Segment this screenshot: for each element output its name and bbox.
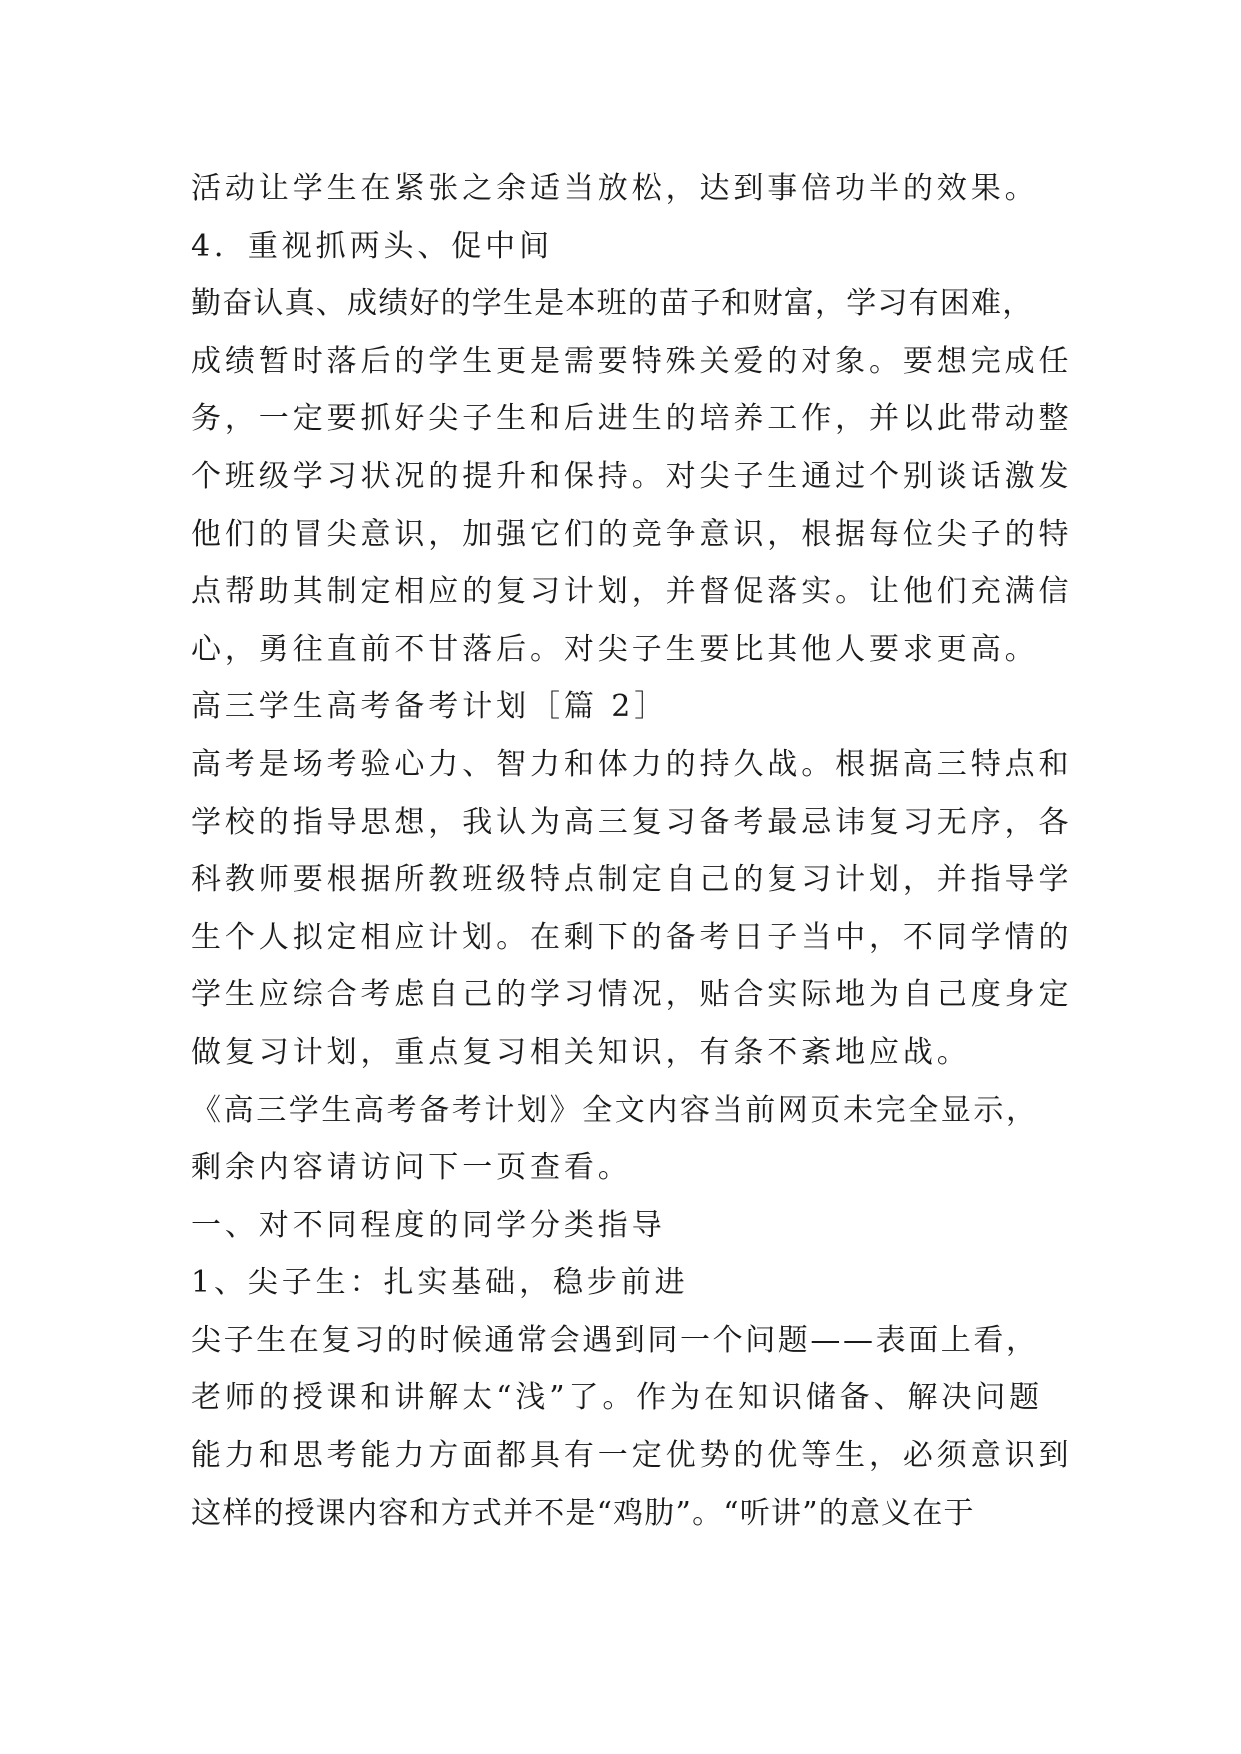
paragraph-line: 个班级学习状况的提升和保持。对尖子生通过个别谈话激发 (191, 458, 1073, 494)
section-heading: 1、尖子生：扎实基础，稳步前进 (191, 1265, 689, 1301)
section-heading: 4．重视抓两头、促中间 (191, 228, 553, 264)
paragraph-line: 活动让学生在紧张之余适当放松，达到事倍功半的效果。 (191, 171, 1039, 206)
paragraph-line: 务，一定要抓好尖子生和后进生的培养工作，并以此带动整 (191, 401, 1073, 437)
paragraph-line: 他们的冒尖意识，加强它们的竞争意识，根据每位尖子的特 (191, 516, 1073, 552)
paragraph-line: 高考是场考验心力、智力和体力的持久战。根据高三特点和 (191, 746, 1073, 782)
article-title: 高三学生高考备考计划［篇 2］ (191, 689, 669, 725)
section-heading: 一、对不同程度的同学分类指导 (191, 1207, 666, 1243)
paragraph-line: 学生应综合考虑自己的学习情况，贴合实际地为自己度身定 (191, 977, 1073, 1013)
paragraph-line: 做复习计划，重点复习相关知识，有条不紊地应战。 (191, 1034, 971, 1070)
paragraph-line: 尖子生在复习的时候通常会遇到同一个问题——表面上看， (191, 1322, 1039, 1358)
paragraph-line: 能力和思考能力方面都具有一定优势的优等生，必须意识到 (191, 1438, 1073, 1474)
truncation-notice: 剩余内容请访问下一页查看。 (191, 1150, 632, 1186)
document-body (191, 160, 1071, 1542)
paragraph-line: 心，勇往直前不甘落后。对尖子生要比其他人要求更高。 (191, 631, 1039, 667)
paragraph-line: 生个人拟定相应计划。在剩下的备考日子当中，不同学情的 (191, 919, 1073, 955)
paragraph-line: 这样的授课内容和方式并不是“鸡肋”。“听讲”的意义在于 (191, 1495, 975, 1531)
paragraph-line: 点帮助其制定相应的复习计划，并督促落实。让他们充满信 (191, 574, 1073, 610)
paragraph-line: 学校的指导思想，我认为高三复习备考最忌讳复习无序，各 (191, 804, 1073, 840)
paragraph-line: 勤奋认真、成绩好的学生是本班的苗子和财富，学习有困难， (191, 286, 1034, 322)
paragraph-line: 科教师要根据所教班级特点制定自己的复习计划，并指导学 (191, 862, 1073, 898)
paragraph-line: 老师的授课和讲解太“浅”了。作为在知识储备、解决问题 (191, 1380, 1044, 1416)
truncation-notice: 《高三学生高考备考计划》全文内容当前网页未完全显示， (191, 1092, 1039, 1128)
paragraph-line: 成绩暂时落后的学生更是需要特殊关爱的对象。要想完成任 (191, 343, 1073, 379)
